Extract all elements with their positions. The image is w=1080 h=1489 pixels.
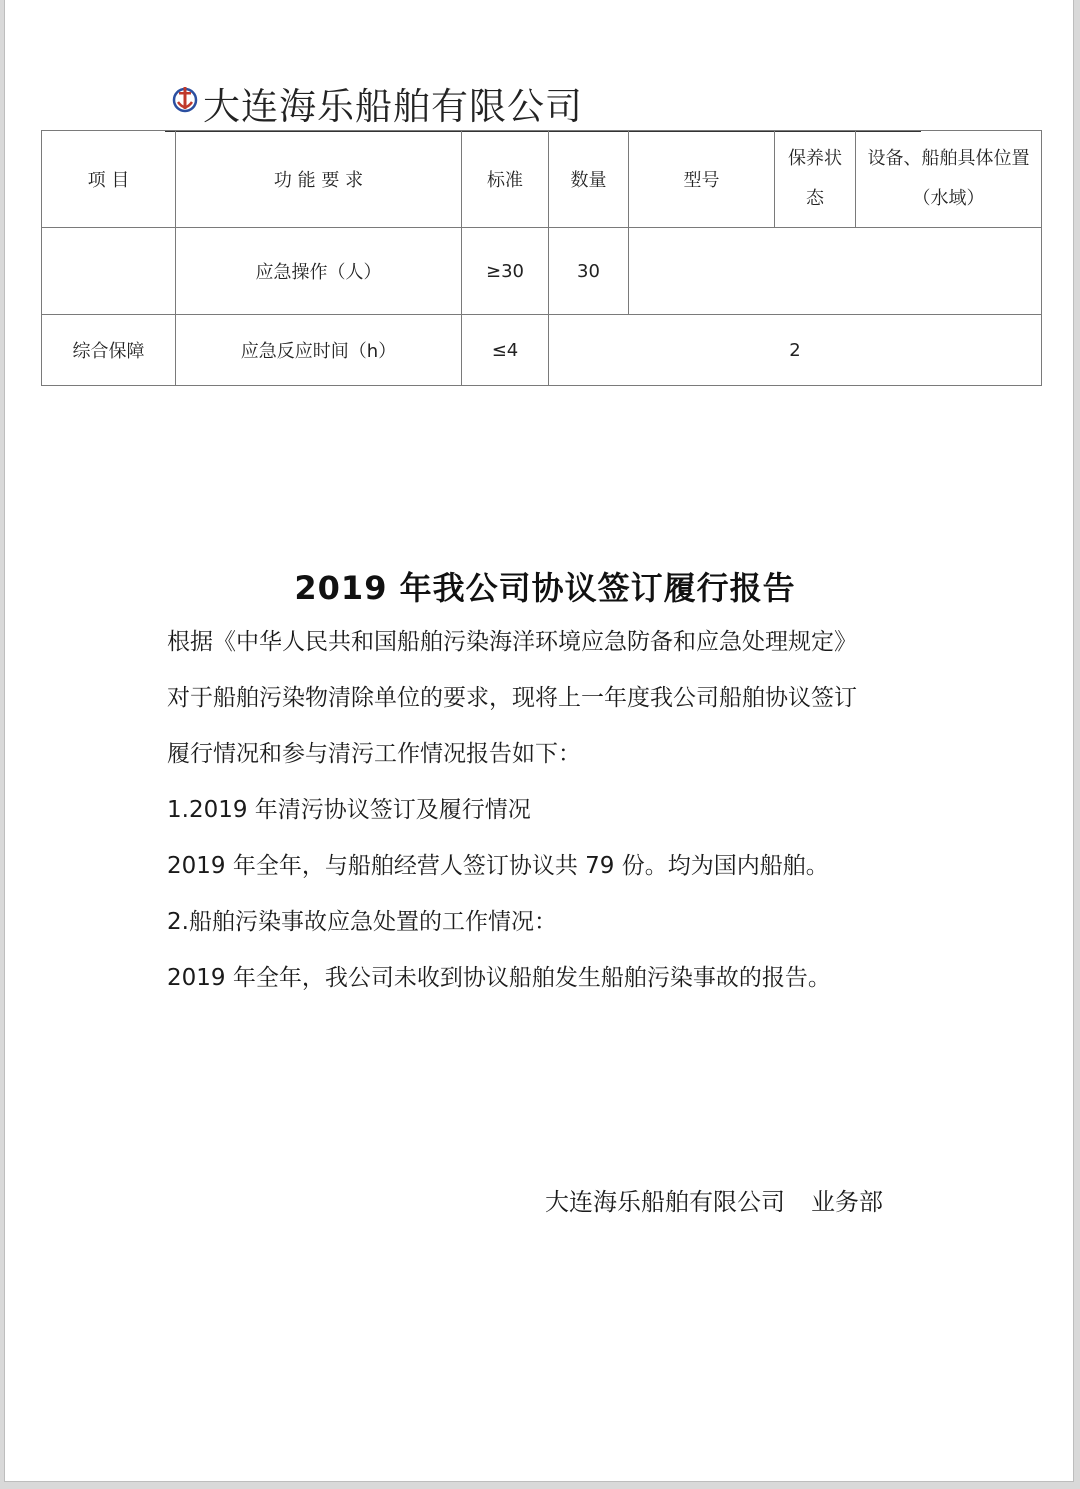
anchor-logo-icon — [171, 82, 199, 118]
cell-requirement: 应急反应时间（h） — [176, 315, 462, 386]
col-header-item: 项 目 — [42, 131, 176, 228]
report-paragraph: 2019 年全年，与船舶经营人签订协议共 79 份。均为国内船舶。 — [167, 853, 829, 879]
report-paragraph: 履行情况和参与清污工作情况报告如下： — [167, 741, 581, 767]
cell-standard: ≥30 — [462, 228, 549, 315]
document-page — [4, 0, 1074, 1482]
report-paragraph: 根据《中华人民共和国船舶污染海洋环境应急防备和应急处理规定》 — [167, 629, 857, 655]
cell-merged: 2 — [549, 315, 1042, 386]
col-header-maintenance-line2: 态 — [806, 188, 824, 209]
signature — [545, 1182, 883, 1217]
cell-quantity: 30 — [549, 228, 629, 315]
report-paragraph: 2019 年全年，我公司未收到协议船舶发生船舶污染事故的报告。 — [167, 965, 831, 991]
company-name: 大连海乐船舶有限公司 — [203, 85, 583, 128]
table-row — [42, 315, 1042, 386]
letterhead — [165, 74, 921, 132]
report-title: 2019 年我公司协议签订履行报告 — [294, 569, 796, 607]
col-header-maintenance — [775, 131, 856, 228]
col-header-quantity: 数量 — [549, 131, 629, 228]
cell-standard: ≤4 — [462, 315, 549, 386]
equipment-table — [41, 130, 1042, 386]
table-row — [42, 228, 1042, 315]
cell-requirement: 应急操作（人） — [176, 228, 462, 315]
cell-item — [42, 228, 176, 315]
signature-company: 大连海乐船舶有限公司 — [545, 1188, 785, 1216]
col-header-model: 型号 — [629, 131, 775, 228]
table-header-row — [42, 131, 1042, 228]
col-header-requirement: 功 能 要 求 — [176, 131, 462, 228]
col-header-location-line2: （水域） — [912, 188, 985, 209]
col-header-location-line1: 设备、船舶具体位置 — [867, 148, 1030, 169]
report-paragraph: 1.2019 年清污协议签订及履行情况 — [167, 797, 531, 823]
signature-department: 业务部 — [811, 1188, 883, 1216]
report-paragraph: 对于船舶污染物清除单位的要求，现将上一年度我公司船舶协议签订 — [167, 685, 857, 711]
report-body — [167, 614, 927, 1006]
cell-merged — [629, 228, 1042, 315]
cell-item: 综合保障 — [42, 315, 176, 386]
col-header-location — [856, 131, 1042, 228]
col-header-standard: 标准 — [462, 131, 549, 228]
report-paragraph: 2.船舶污染事故应急处置的工作情况： — [167, 909, 557, 935]
col-header-maintenance-line1: 保养状 — [788, 148, 842, 169]
